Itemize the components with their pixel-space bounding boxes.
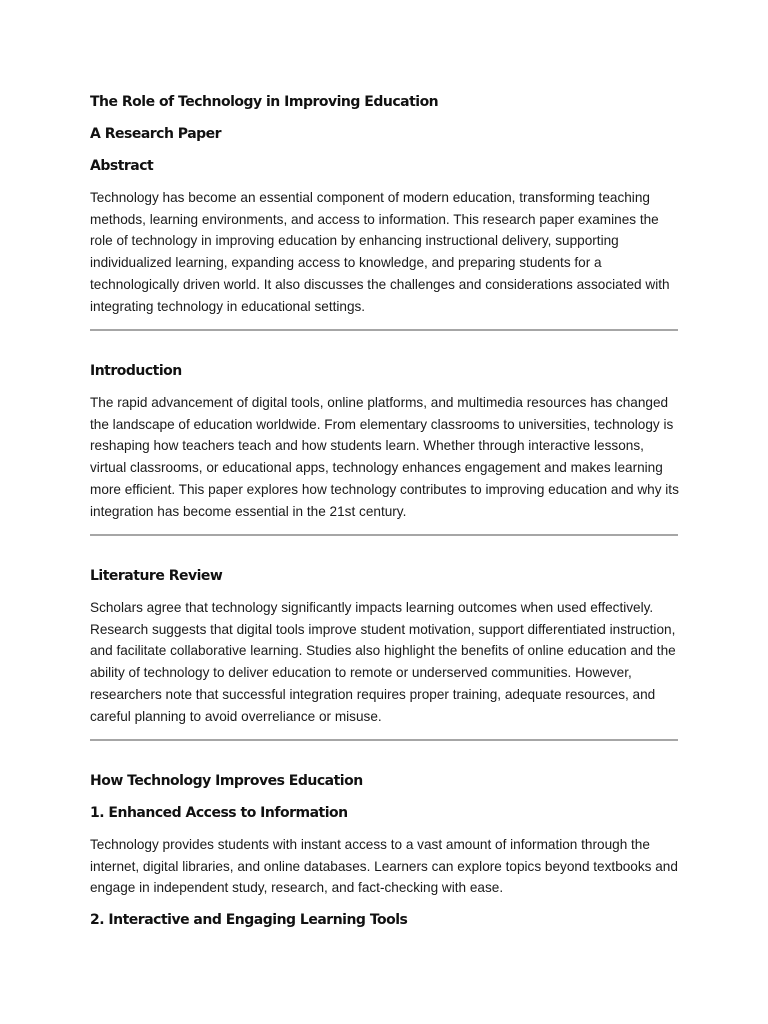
subsection-heading-access: 1. Enhanced Access to Information: [90, 805, 348, 821]
section-divider-2: [90, 534, 678, 536]
subsection-heading-interactive: 2. Interactive and Engaging Learning Tools: [90, 912, 408, 928]
subsection-body-access: Technology provides students with instant access to a vast amount of information through the internet, digital libraries, and online databases. Learners can explore topics beyond textbooks and engage in independent study, research, and fact-checking with ease.: [90, 837, 678, 896]
section-divider-3: [90, 739, 678, 741]
literature-review-body: Scholars agree that technology significantly impacts learning outcomes when used effectively. Research suggests that digital tools improve student motivation, support differentiated instruction, and facilitate collaborative learning. Studies also highlight the benefits of online education and the ability of technology to deliver education to remote or underserved communities. However, researchers note that successful integration requires proper training, adequate resources, and careful planning to avoid overreliance or misuse.: [90, 600, 676, 724]
abstract-body: Technology has become an essential component of modern education, transforming teaching methods, learning environments, and access to information. This research paper examines the role of technology in improving education by enhancing instructional delivery, supporting individualized learning, expanding access to knowledge, and preparing students for a technologically driven world. It also discusses the challenges and considerations associated with integrating technology in educational settings.: [90, 190, 670, 314]
document-title: The Role of Technology in Improving Education: [90, 94, 439, 110]
abstract-heading: Abstract: [90, 158, 154, 174]
section-divider-1: [90, 329, 678, 331]
literature-review-heading: Literature Review: [90, 568, 223, 584]
introduction-body: The rapid advancement of digital tools, online platforms, and multimedia resources has changed the landscape of education worldwide. From elementary classrooms to universities, technology is reshaping how teachers teach and how students learn. Whether through interactive lessons, virtual classrooms, or educational apps, technology enhances engagement and makes learning more efficient. This paper explores how technology contributes to improving education and why its integration has become essential in the 21st century.: [90, 395, 679, 519]
introduction-heading: Introduction: [90, 363, 182, 379]
how-technology-heading: How Technology Improves Education: [90, 773, 363, 789]
document-subtitle: A Research Paper: [90, 126, 222, 142]
